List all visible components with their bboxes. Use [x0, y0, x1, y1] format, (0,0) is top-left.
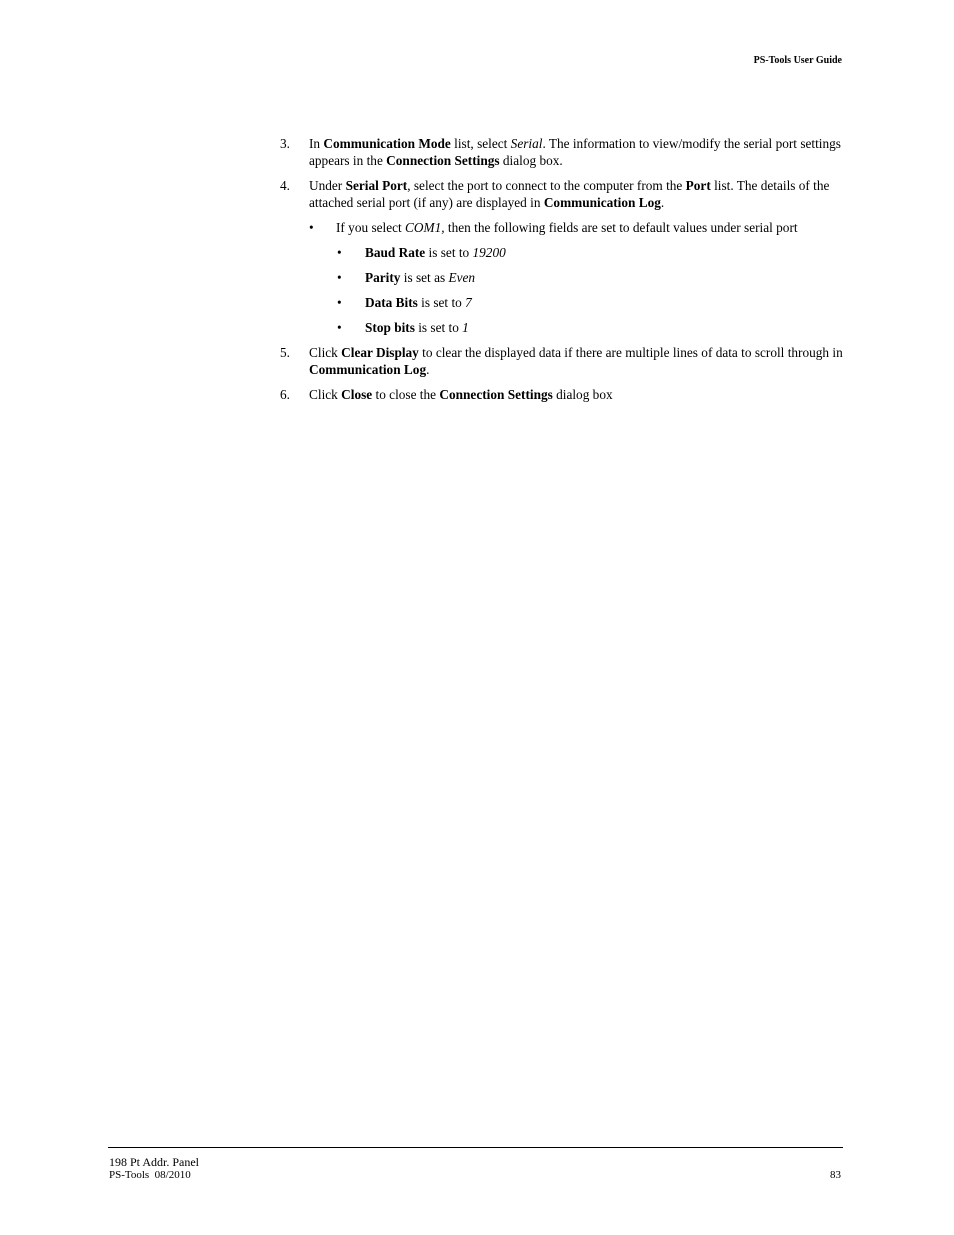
step-5 [280, 344, 845, 378]
bullet-marker: • [337, 295, 342, 310]
step-text: list. The details of the attached serial port (if any) are displayed in [309, 178, 830, 210]
document-body [280, 135, 845, 411]
bullet-text: then the following fields are set to default values under serial port [444, 220, 798, 235]
field-text: is set to [414, 320, 463, 335]
step-number: 3. [280, 136, 290, 151]
field-text: is set as [400, 270, 449, 285]
step-text: dialog box. [499, 153, 563, 168]
page-number: 83 [830, 1169, 841, 1181]
field-value: 7 [465, 295, 472, 310]
footer-divider [108, 1147, 843, 1148]
step-bold-term: Port [685, 178, 711, 193]
step-text: list, select [450, 136, 511, 151]
step-bold-term: Clear Display [341, 345, 419, 360]
field-value: Even [448, 270, 476, 285]
step-6 [280, 386, 845, 403]
subbullet-data-bits [280, 294, 845, 311]
footer-doc-date: PS-Tools 08/2010 [109, 1169, 191, 1181]
bullet-marker: • [337, 245, 342, 260]
step-text: dialog box [552, 387, 613, 402]
field-label: Baud Rate [365, 245, 426, 260]
field-text: is set to [417, 295, 466, 310]
subbullet-parity [280, 269, 845, 286]
step-bold-term: Serial Port [345, 178, 408, 193]
bullet-text: If you select [336, 220, 406, 235]
bullet-marker: • [309, 220, 314, 235]
step-text: In [309, 136, 324, 151]
step-text: to close the [372, 387, 440, 402]
step-bold-term: Connection Settings [439, 387, 553, 402]
step-number: 6. [280, 387, 290, 402]
step-text: . [426, 362, 430, 377]
step-bold-term: Close [341, 387, 373, 402]
step-bold-term: Communication Log [543, 195, 661, 210]
footer-product-name: 198 Pt Addr. Panel [109, 1155, 200, 1169]
subbullet-baud-rate [280, 244, 845, 261]
step-text: . [660, 195, 665, 210]
step-text: Click [309, 345, 342, 360]
field-value: 1 [462, 320, 469, 335]
field-text: is set to [425, 245, 473, 260]
step-bold-term: Connection Settings [386, 153, 500, 168]
bullet-marker: • [337, 270, 342, 285]
footer-info [109, 1156, 199, 1182]
bullet-item [280, 219, 845, 236]
step-4 [280, 177, 845, 211]
subbullet-stop-bits [280, 319, 845, 336]
step-number: 4. [280, 178, 290, 193]
step-bold-term: Communication Log [309, 362, 427, 377]
step-text: . The information to view/modify the serial port settings appears in the [309, 136, 841, 168]
step-text: , select the port to connect to the computer from the [407, 178, 686, 193]
bullet-italic-term: COM1, [405, 220, 445, 235]
field-label: Data Bits [365, 295, 418, 310]
field-label: Parity [365, 270, 401, 285]
running-header-title: PS-Tools User Guide [753, 55, 842, 66]
field-label: Stop bits [365, 320, 415, 335]
step-text: Under [309, 178, 346, 193]
step-number: 5. [280, 345, 290, 360]
field-value: 19200 [472, 245, 506, 260]
bullet-marker: • [337, 320, 342, 335]
step-text: to clear the displayed data if there are multiple lines of data to scroll through in [418, 345, 843, 360]
step-bold-term: Communication Mode [323, 136, 451, 151]
step-text: Click [309, 387, 342, 402]
step-3 [280, 135, 845, 169]
step-italic-term: Serial [510, 136, 543, 151]
